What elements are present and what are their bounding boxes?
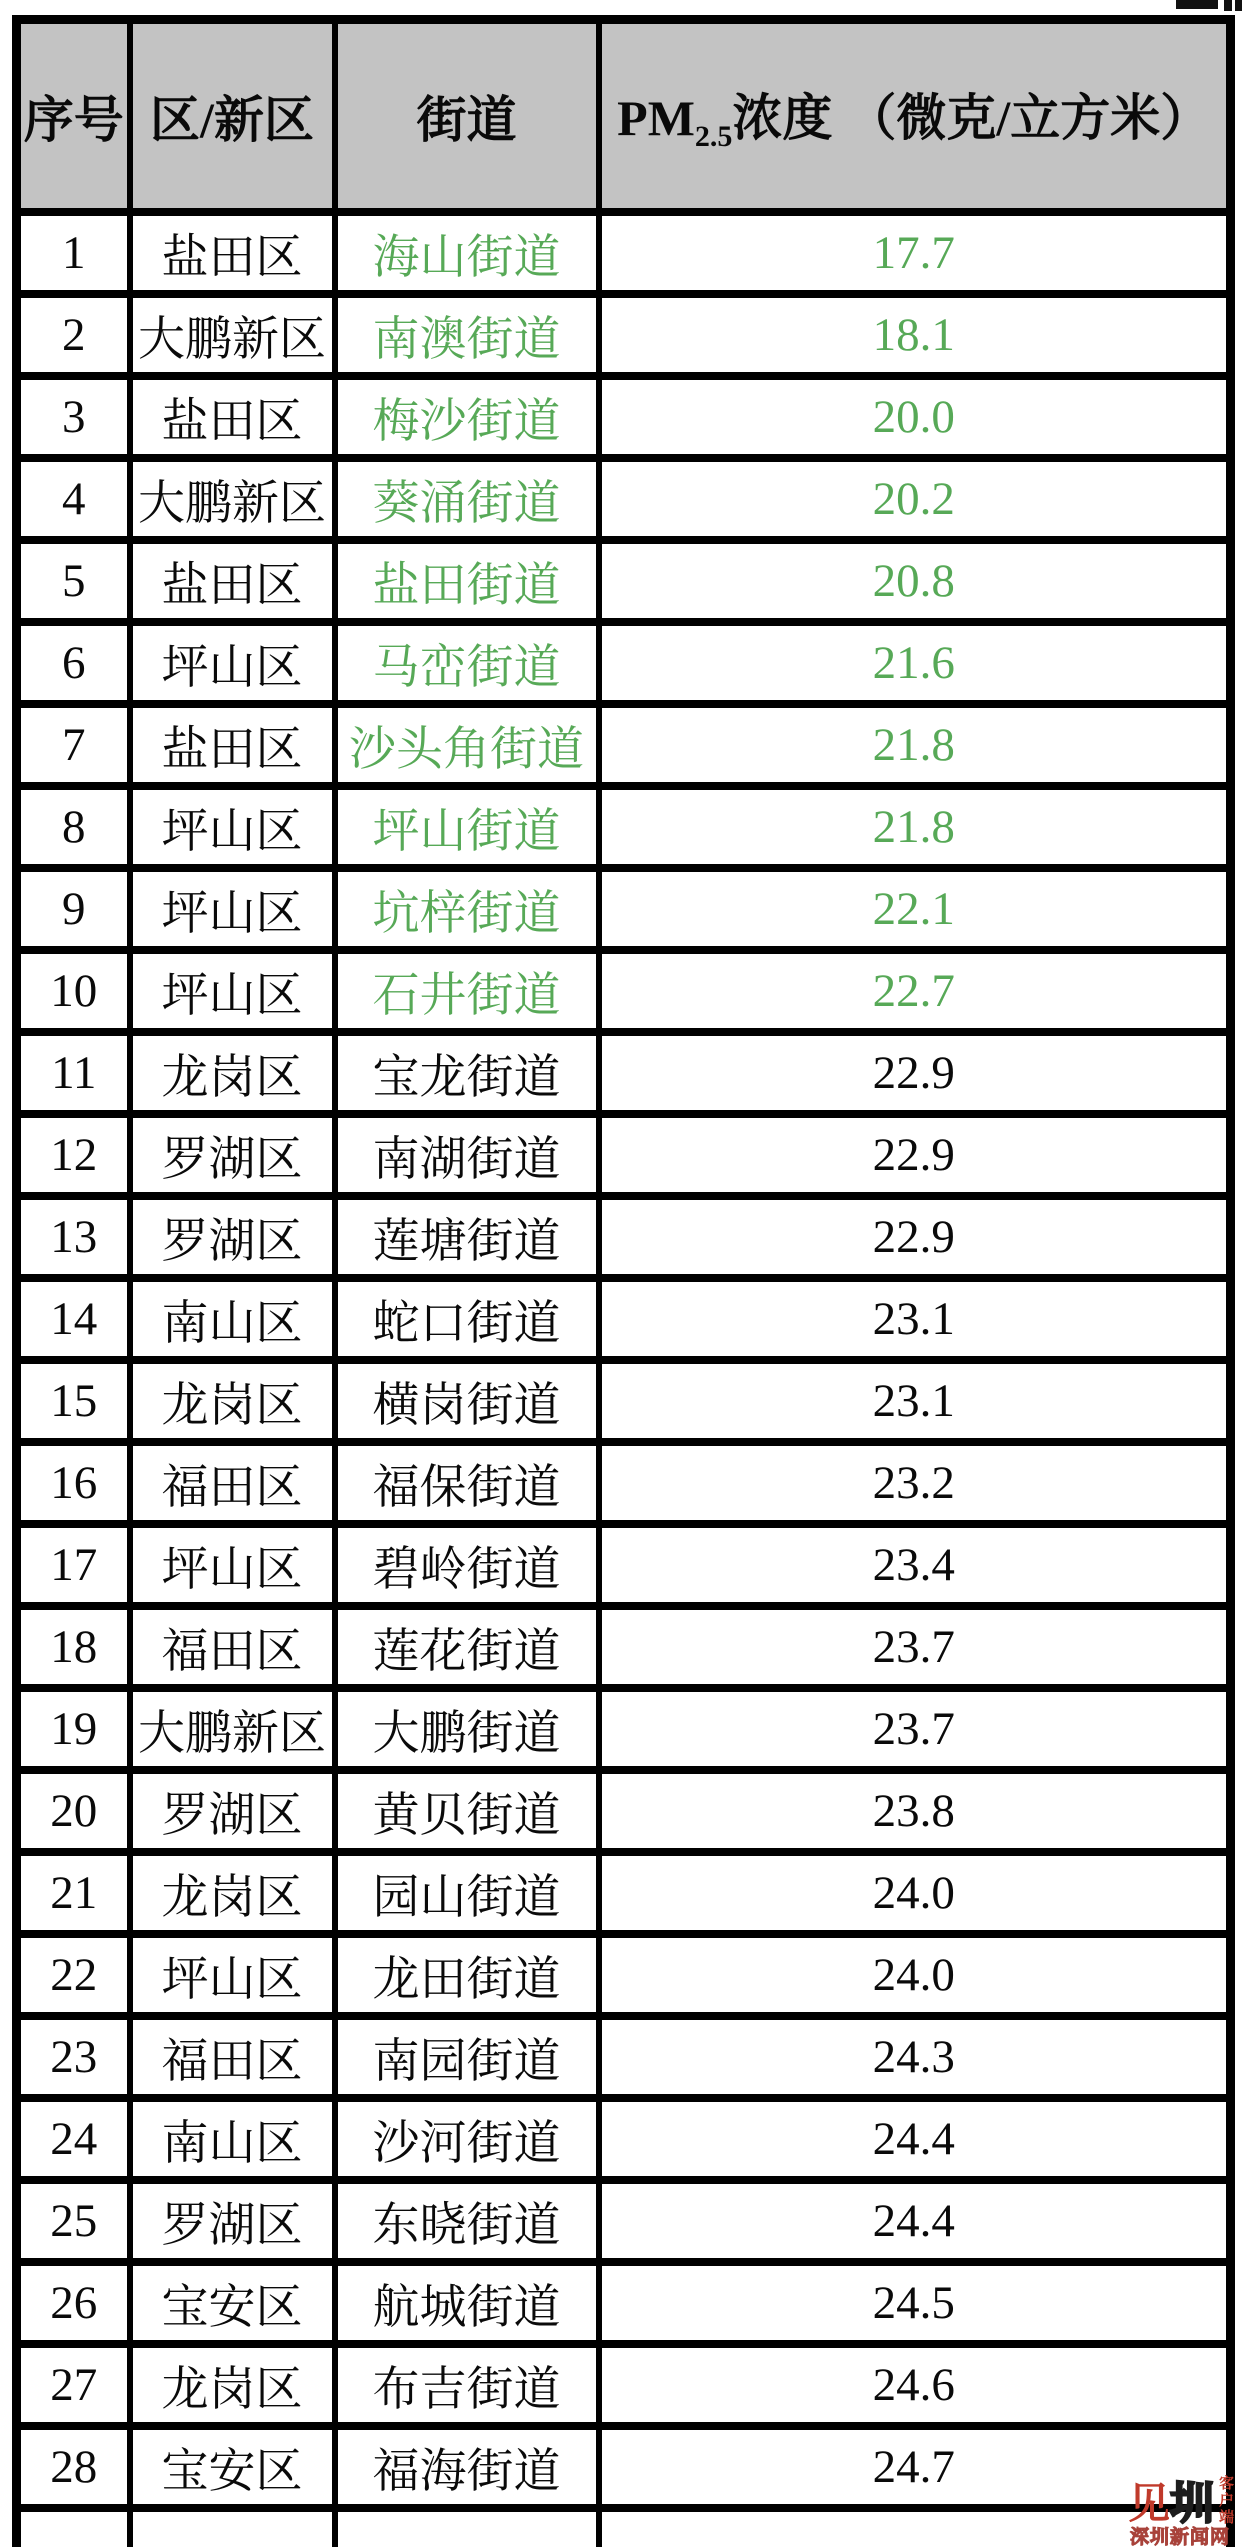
row-index-cell: 17 xyxy=(17,1524,130,1606)
table-row xyxy=(17,868,1231,950)
row-index-cell: 14 xyxy=(17,1278,130,1360)
cropped-text-fragment xyxy=(1176,0,1218,9)
table-row xyxy=(17,2344,1231,2426)
table-row xyxy=(17,1524,1231,1606)
row-district-cell: 罗湖区 xyxy=(130,2180,335,2262)
row-district-cell: 盐田区 xyxy=(130,704,335,786)
row-pm25-value-cell: 21.8 xyxy=(599,786,1231,868)
row-index-cell: 1 xyxy=(17,212,130,294)
row-street-cell: 龙田街道 xyxy=(335,1934,599,2016)
row-district-cell: 大鹏新区 xyxy=(130,458,335,540)
pm-label-prefix: PM xyxy=(617,90,695,146)
row-street-cell: 盐田街道 xyxy=(335,540,599,622)
row-index-cell: 27 xyxy=(17,2344,130,2426)
row-district-cell: 宝安区 xyxy=(130,2426,335,2508)
row-street-cell: 黄贝街道 xyxy=(335,1770,599,1852)
row-pm25-value-cell: 21.8 xyxy=(599,704,1231,786)
row-index-cell: 20 xyxy=(17,1770,130,1852)
row-street-cell: 航城街道 xyxy=(335,2262,599,2344)
watermark-zhen-glyph: 圳 xyxy=(1170,2479,1214,2528)
row-index-cell: 28 xyxy=(17,2426,130,2508)
pm-label-subscript: 2.5 xyxy=(694,120,733,153)
row-index-cell: 11 xyxy=(17,1032,130,1114)
row-street-cell: 南园街道 xyxy=(335,2016,599,2098)
row-pm25-value-cell: 22.9 xyxy=(599,1032,1231,1114)
row-street-cell: 海山街道 xyxy=(335,212,599,294)
row-district-cell: 坪山区 xyxy=(130,1934,335,2016)
row-street-cell: 福保街道 xyxy=(335,1442,599,1524)
row-pm25-value-cell: 22.1 xyxy=(599,868,1231,950)
row-index-cell: 3 xyxy=(17,376,130,458)
row-street-cell: 横岗街道 xyxy=(335,1360,599,1442)
row-index-cell: 9 xyxy=(17,868,130,950)
row-index-cell: 16 xyxy=(17,1442,130,1524)
row-street-cell: 东晓街道 xyxy=(335,2180,599,2262)
row-pm25-value-cell: 22.9 xyxy=(599,1196,1231,1278)
table-row xyxy=(17,786,1231,868)
pm-label-main: 浓度 xyxy=(732,90,833,146)
row-district-cell: 罗湖区 xyxy=(130,1114,335,1196)
row-street-cell: 布吉街道 xyxy=(335,2344,599,2426)
row-pm25-value-cell: 17.7 xyxy=(599,212,1231,294)
table-header xyxy=(17,20,1231,213)
table-row xyxy=(17,1360,1231,1442)
row-district-cell: 南山区 xyxy=(130,1278,335,1360)
row-pm25-value-cell: 24.0 xyxy=(599,1934,1231,2016)
row-pm25-value-cell: 23.2 xyxy=(599,1442,1231,1524)
row-street-cell: 坪山街道 xyxy=(335,786,599,868)
watermark-jian-glyph: 见 xyxy=(1127,2482,1170,2528)
row-pm25-value-cell: 21.6 xyxy=(599,622,1231,704)
table-row xyxy=(17,950,1231,1032)
row-district-cell: 宝安区 xyxy=(130,2262,335,2344)
table-row xyxy=(17,1196,1231,1278)
row-index-cell: 2 xyxy=(17,294,130,376)
row-district-cell: 罗湖区 xyxy=(130,1770,335,1852)
table-row xyxy=(17,1688,1231,1770)
table-row xyxy=(17,540,1231,622)
table-row xyxy=(17,1606,1231,1688)
row-district-cell: 大鹏新区 xyxy=(130,294,335,376)
row-district-cell: 福田区 xyxy=(130,1442,335,1524)
watermark-logo-row xyxy=(1120,2473,1240,2526)
row-district-cell: 龙岗区 xyxy=(130,2344,335,2426)
table-body xyxy=(17,212,1231,2508)
table-row xyxy=(17,376,1231,458)
watermark-logo xyxy=(1120,2473,1240,2547)
row-pm25-value-cell: 24.3 xyxy=(599,2016,1231,2098)
row-index-cell: 7 xyxy=(17,704,130,786)
row-street-cell: 蛇口街道 xyxy=(335,1278,599,1360)
row-index-cell: 18 xyxy=(17,1606,130,1688)
row-street-cell: 梅沙街道 xyxy=(335,376,599,458)
row-pm25-value-cell: 23.8 xyxy=(599,1770,1231,1852)
row-index-cell: 10 xyxy=(17,950,130,1032)
table-row xyxy=(17,294,1231,376)
table-row xyxy=(17,1032,1231,1114)
table-row xyxy=(17,2426,1231,2508)
row-index-cell: 13 xyxy=(17,1196,130,1278)
watermark-client-badge: 客户端 xyxy=(1217,2475,1233,2526)
row-street-cell: 石井街道 xyxy=(335,950,599,1032)
row-pm25-value-cell: 23.7 xyxy=(599,1688,1231,1770)
col-header-pm25 xyxy=(599,20,1231,213)
row-district-cell: 盐田区 xyxy=(130,212,335,294)
partial-clipped-row xyxy=(17,2508,1231,2547)
row-street-cell: 沙河街道 xyxy=(335,2098,599,2180)
row-district-cell: 福田区 xyxy=(130,2016,335,2098)
row-district-cell: 坪山区 xyxy=(130,1524,335,1606)
row-district-cell: 坪山区 xyxy=(130,868,335,950)
row-index-cell: 23 xyxy=(17,2016,130,2098)
row-street-cell: 葵涌街道 xyxy=(335,458,599,540)
row-street-cell: 宝龙街道 xyxy=(335,1032,599,1114)
row-index-cell: 4 xyxy=(17,458,130,540)
row-district-cell: 坪山区 xyxy=(130,950,335,1032)
row-pm25-value-cell: 24.4 xyxy=(599,2098,1231,2180)
row-street-cell: 沙头角街道 xyxy=(335,704,599,786)
cropped-text-fragment xyxy=(1235,0,1242,11)
pm25-ranking-table xyxy=(12,15,1235,2547)
row-district-cell: 南山区 xyxy=(130,2098,335,2180)
row-index-cell: 6 xyxy=(17,622,130,704)
table-row xyxy=(17,622,1231,704)
cropped-text-fragment xyxy=(1224,0,1232,11)
row-index-cell: 5 xyxy=(17,540,130,622)
table-row xyxy=(17,1278,1231,1360)
row-pm25-value-cell: 24.0 xyxy=(599,1852,1231,1934)
table-row xyxy=(17,1852,1231,1934)
table-row xyxy=(17,1770,1231,1852)
row-pm25-value-cell: 20.0 xyxy=(599,376,1231,458)
pm-label-unit: （微克/立方米） xyxy=(846,90,1211,146)
row-pm25-value-cell: 24.6 xyxy=(599,2344,1231,2426)
row-pm25-value-cell: 23.4 xyxy=(599,1524,1231,1606)
row-pm25-value-cell: 24.7 xyxy=(599,2426,1231,2508)
row-index-cell: 25 xyxy=(17,2180,130,2262)
row-pm25-value-cell: 23.7 xyxy=(599,1606,1231,1688)
row-street-cell: 莲塘街道 xyxy=(335,1196,599,1278)
row-index-cell: 19 xyxy=(17,1688,130,1770)
table-row xyxy=(17,704,1231,786)
row-district-cell: 坪山区 xyxy=(130,786,335,868)
table-partial-body xyxy=(17,2508,1231,2547)
table-row xyxy=(17,1114,1231,1196)
row-pm25-value-cell: 22.7 xyxy=(599,950,1231,1032)
row-district-cell: 坪山区 xyxy=(130,622,335,704)
row-district-cell: 盐田区 xyxy=(130,376,335,458)
row-index-cell: 26 xyxy=(17,2262,130,2344)
row-district-cell: 福田区 xyxy=(130,1606,335,1688)
row-pm25-value-cell: 20.8 xyxy=(599,540,1231,622)
row-index-cell: 12 xyxy=(17,1114,130,1196)
watermark-site-name: 深圳新闻网 xyxy=(1129,2527,1230,2547)
row-pm25-value-cell: 23.1 xyxy=(599,1278,1231,1360)
row-street-cell: 南澳街道 xyxy=(335,294,599,376)
row-district-cell: 龙岗区 xyxy=(130,1852,335,1934)
table-row xyxy=(17,458,1231,540)
row-pm25-value-cell: 20.2 xyxy=(599,458,1231,540)
row-street-cell: 福海街道 xyxy=(335,2426,599,2508)
table-row xyxy=(17,2180,1231,2262)
row-index-cell: 15 xyxy=(17,1360,130,1442)
row-pm25-value-cell: 22.9 xyxy=(599,1114,1231,1196)
row-street-cell: 园山街道 xyxy=(335,1852,599,1934)
col-header-index: 序号 xyxy=(17,20,130,213)
row-index-cell: 22 xyxy=(17,1934,130,2016)
row-index-cell: 21 xyxy=(17,1852,130,1934)
table-row xyxy=(17,2016,1231,2098)
row-pm25-value-cell: 24.4 xyxy=(599,2180,1231,2262)
row-district-cell: 盐田区 xyxy=(130,540,335,622)
row-street-cell: 马峦街道 xyxy=(335,622,599,704)
row-pm25-value-cell: 23.1 xyxy=(599,1360,1231,1442)
row-district-cell: 大鹏新区 xyxy=(130,1688,335,1770)
row-district-cell: 龙岗区 xyxy=(130,1360,335,1442)
row-street-cell: 坑梓街道 xyxy=(335,868,599,950)
row-district-cell: 罗湖区 xyxy=(130,1196,335,1278)
row-index-cell: 24 xyxy=(17,2098,130,2180)
row-pm25-value-cell: 24.5 xyxy=(599,2262,1231,2344)
row-index-cell: 8 xyxy=(17,786,130,868)
table-row xyxy=(17,2262,1231,2344)
row-street-cell: 莲花街道 xyxy=(335,1606,599,1688)
row-street-cell: 碧岭街道 xyxy=(335,1524,599,1606)
table-row xyxy=(17,1442,1231,1524)
header-row xyxy=(17,20,1231,213)
table-row xyxy=(17,2098,1231,2180)
col-header-district: 区/新区 xyxy=(130,20,335,213)
table-row xyxy=(17,1934,1231,2016)
row-street-cell: 南湖街道 xyxy=(335,1114,599,1196)
table-row xyxy=(17,212,1231,294)
row-pm25-value-cell: 18.1 xyxy=(599,294,1231,376)
col-header-street: 街道 xyxy=(335,20,599,213)
row-street-cell: 大鹏街道 xyxy=(335,1688,599,1770)
row-district-cell: 龙岗区 xyxy=(130,1032,335,1114)
